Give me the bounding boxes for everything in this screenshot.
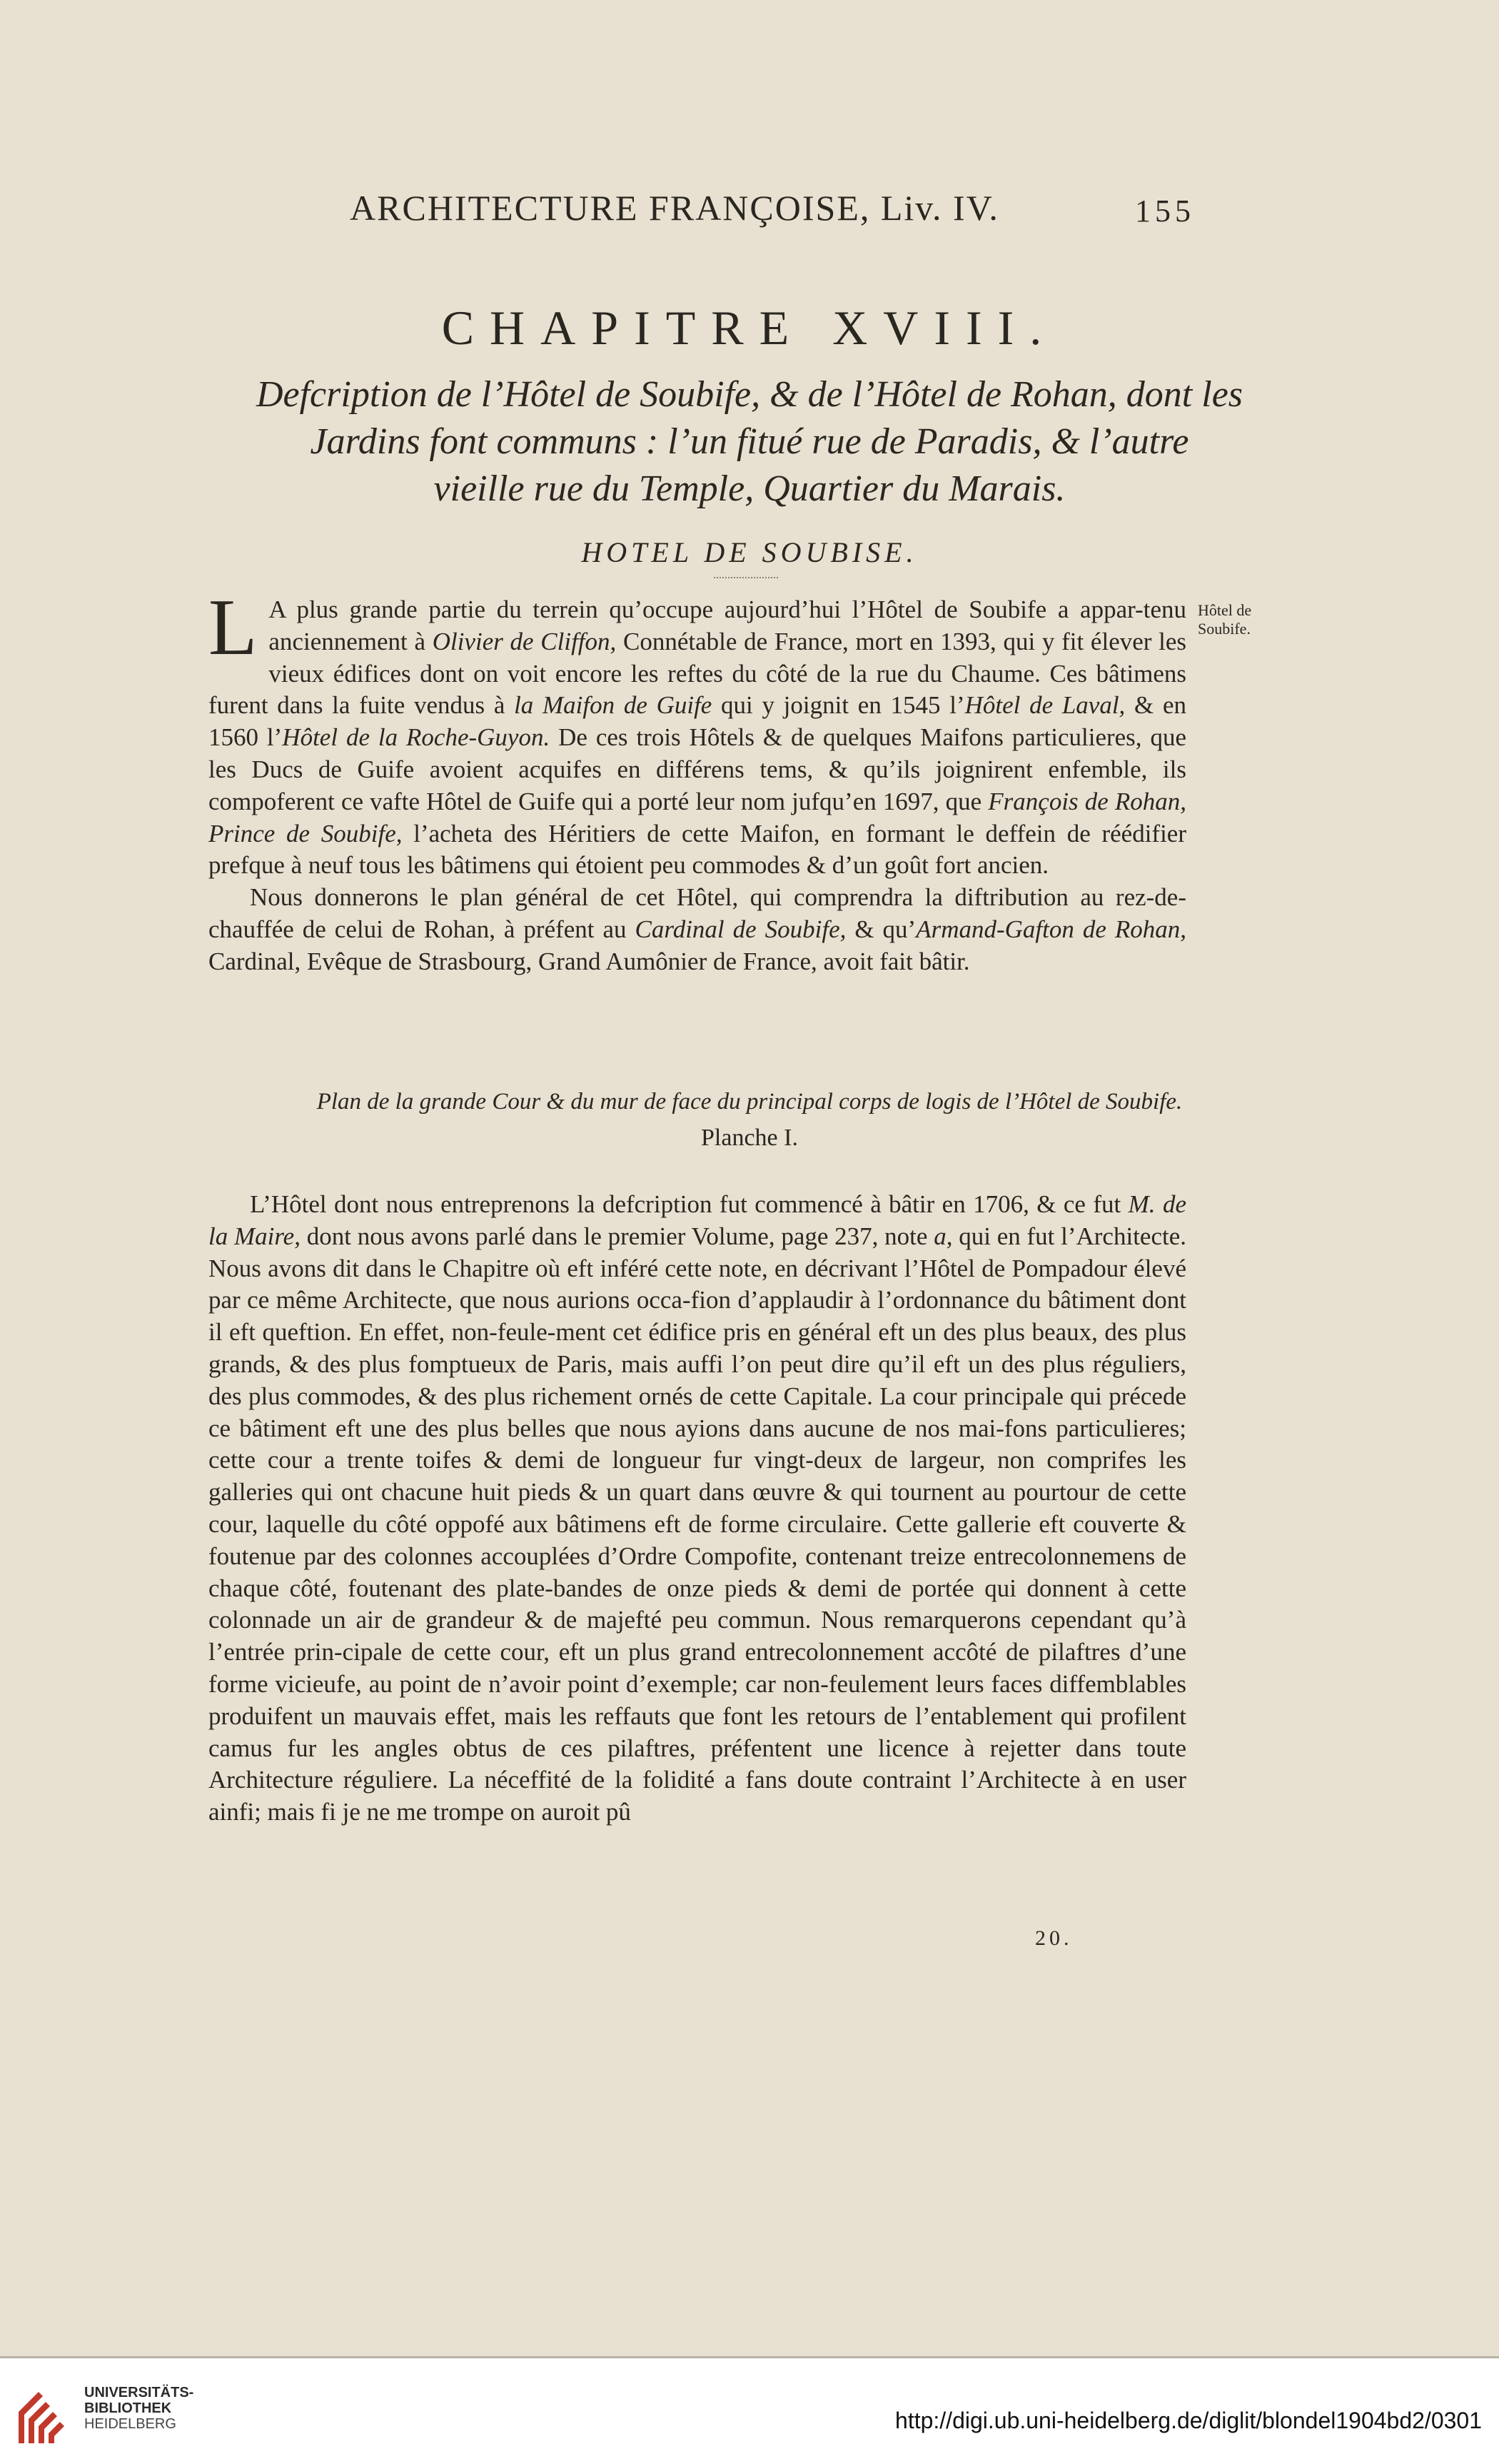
paragraph — [208, 583, 1187, 882]
plate-label: Planche I. — [701, 1125, 798, 1151]
text-run: & en 1560 l’ — [208, 691, 1186, 752]
text-run: qui y joignit en 1545 l’ — [712, 691, 965, 720]
chapter-subtitle — [186, 371, 1313, 513]
italic-run: la Maifon de Guife — [514, 691, 712, 720]
text-run: dont nous avons parlé dans le premier Volume, page 237, note — [300, 1222, 934, 1250]
library-name-line: UNIVERSITÄTS- — [84, 2385, 194, 2400]
text-run: & qu’ — [846, 915, 917, 943]
subtitle-line: Jardins font communs : l’un fitué rue de Paradis, & l’autre — [310, 421, 1189, 462]
italic-run: Hôtel de la Roche-Guyon. — [282, 723, 550, 752]
dropcap: L — [208, 583, 258, 672]
text-run: De ces trois Hôtels & de quelques Maifons particulieres, que les Ducs de Guife avoient acquifes en différens tems, & qu’ils joignirent enfemble, ils compoferent ce vafte Hôtel de Guife qui a porté leur nom jufqu’en 1697, que — [208, 723, 1186, 815]
subtitle-line: Defcription de l’Hôtel de Soubife, & de l’Hôtel de Rohan, dont les — [256, 374, 1243, 415]
italic-run: Olivier de Cliffon, — [432, 627, 617, 655]
source-url-link[interactable]: http://digi.ub.uni-heidelberg.de/diglit/blondel1904bd2/0301 — [895, 2408, 1482, 2433]
page-number: 155 — [1135, 193, 1195, 228]
text-run: Cardinal, Evêque de Strasbourg, Grand Aumônier de France, avoit fait bâtir. — [208, 947, 970, 975]
library-name-line: BIBLIOTHEK — [84, 2400, 172, 2416]
paragraph — [208, 882, 1186, 977]
plate-caption: Plan de la grande Cour & du mur de face du principal corps de logis de l’Hôtel de Soubife. — [316, 1089, 1183, 1115]
text-run: Nous donnerons le plan général de cet Hôtel, qui comprendra la diftribution au rez-de-chauffée de celui de Rohan, à préfent au — [208, 883, 1186, 943]
margin-note: Hôtel de Soubife. — [1198, 601, 1252, 638]
text-run: A plus grande partie du terrein qu’occupe aujourd’hui l’Hôtel de Soubife a appar-tenu anciennement à — [268, 595, 1186, 655]
section-heading: HOTEL DE SOUBISE. — [581, 536, 918, 568]
text-run: l’acheta des Héritiers de cette Maifon, en formant le deffein de réédifier prefque à neuf tous les bâtimens qui étoient peu commodes & d’un goût fort ancien. — [208, 819, 1186, 880]
text-run: L’Hôtel dont nous entreprenons la defcription fut commencé à bâtir en 1706, & ce fut — [250, 1190, 1129, 1218]
running-title: ARCHITECTURE FRANÇOISE, Liv. IV. — [350, 188, 999, 228]
chapter-title: CHAPITRE XVIII. — [441, 301, 1058, 355]
text-block-intro — [208, 583, 1187, 978]
library-name — [84, 2385, 193, 2432]
library-logo-icon — [14, 2369, 71, 2449]
text-block-main — [208, 1189, 1186, 1829]
heading-rule — [714, 577, 778, 578]
italic-run: a, — [934, 1222, 953, 1250]
text-run: qui en fut l’Architecte. Nous avons dit dans le Chapitre où eft inféré cette note, en décrivant l’Hôtel de Pompadour élevé par ce même Architecte, que nous aurions occa-fion d’applaudir à l’ordonnance du bâtiment dont il eft queftion. En effet, non-feule-ment cet édifice pris en général eft un des plus beaux, des plus grands, & des plus fomptueux de Paris, mais auffi l’on peut dire qu’il eft un des plus réguliers, des plus commodes, & des plus richement ornés de cette Capitale. La cour principale qui précede ce bâtiment eft une des plus belles que nous ayions dans aucune de nos mai-fons particulieres; cette cour a trente toifes & demi de longueur fur vingt-deux de largeur, non comprifes les galleries qui ont chacune huit pieds & un quart dans œuvre & qui tournent au pourtour de cette cour, laquelle du côté oppofé aux bâtimens eft de forme circulaire. Cette gallerie eft couverte & foutenue par des colonnes accouplées d’Ordre Compofite, contenant treize entrecolonnemens de chaque côté, foutenant des plate-bandes de onze pieds & demi de portée qui donnent à cette colonnade un air de grandeur & de majefté peu commun. Nous remarquerons cependant qu’à l’entrée prin-cipale de cette cour, eft un plus grand entrecolonnement accôté de pilaftres d’une forme vicieufe, au point de n’avoir point d’exemple; car non-feulement leurs faces diffemblables produifent un mauvais effet, mais les reffauts que font les retours de l’entablement qui profilent camus fur les angles obtus de ces pilaftres, préfentent une licence à rejetter dans toute Architecture réguliere. La néceffité de la folidité a fans doute contraint l’Architecte à en user ainfi; mais fi je ne me trompe on auroit pû — [208, 1222, 1186, 1826]
signature-mark: 20. — [1035, 1926, 1073, 1950]
running-head — [0, 187, 1499, 237]
italic-run: Armand-Gafton de Rohan, — [916, 915, 1186, 943]
subtitle-line: vieille rue du Temple, Quartier du Marais. — [433, 468, 1066, 509]
text-run: Connétable de France, mort en 1393, qui y fit élever les vieux édifices dont on voit encore les reftes du côté de la rue du Chaume. Ces bâtimens furent dans la fuite vendus à — [208, 627, 1186, 720]
viewer-footer — [0, 2356, 1499, 2464]
footer-divider — [0, 2356, 1499, 2358]
italic-run: Cardinal de Soubife, — [635, 915, 847, 943]
paragraph — [208, 1189, 1186, 1829]
library-name-line: HEIDELBERG — [84, 2416, 176, 2432]
italic-run: Hôtel de Laval, — [964, 691, 1126, 720]
italic-run: François de Rohan, Prince de Soubife, — [208, 787, 1187, 848]
italic-run: M. de la Maire, — [208, 1190, 1186, 1250]
